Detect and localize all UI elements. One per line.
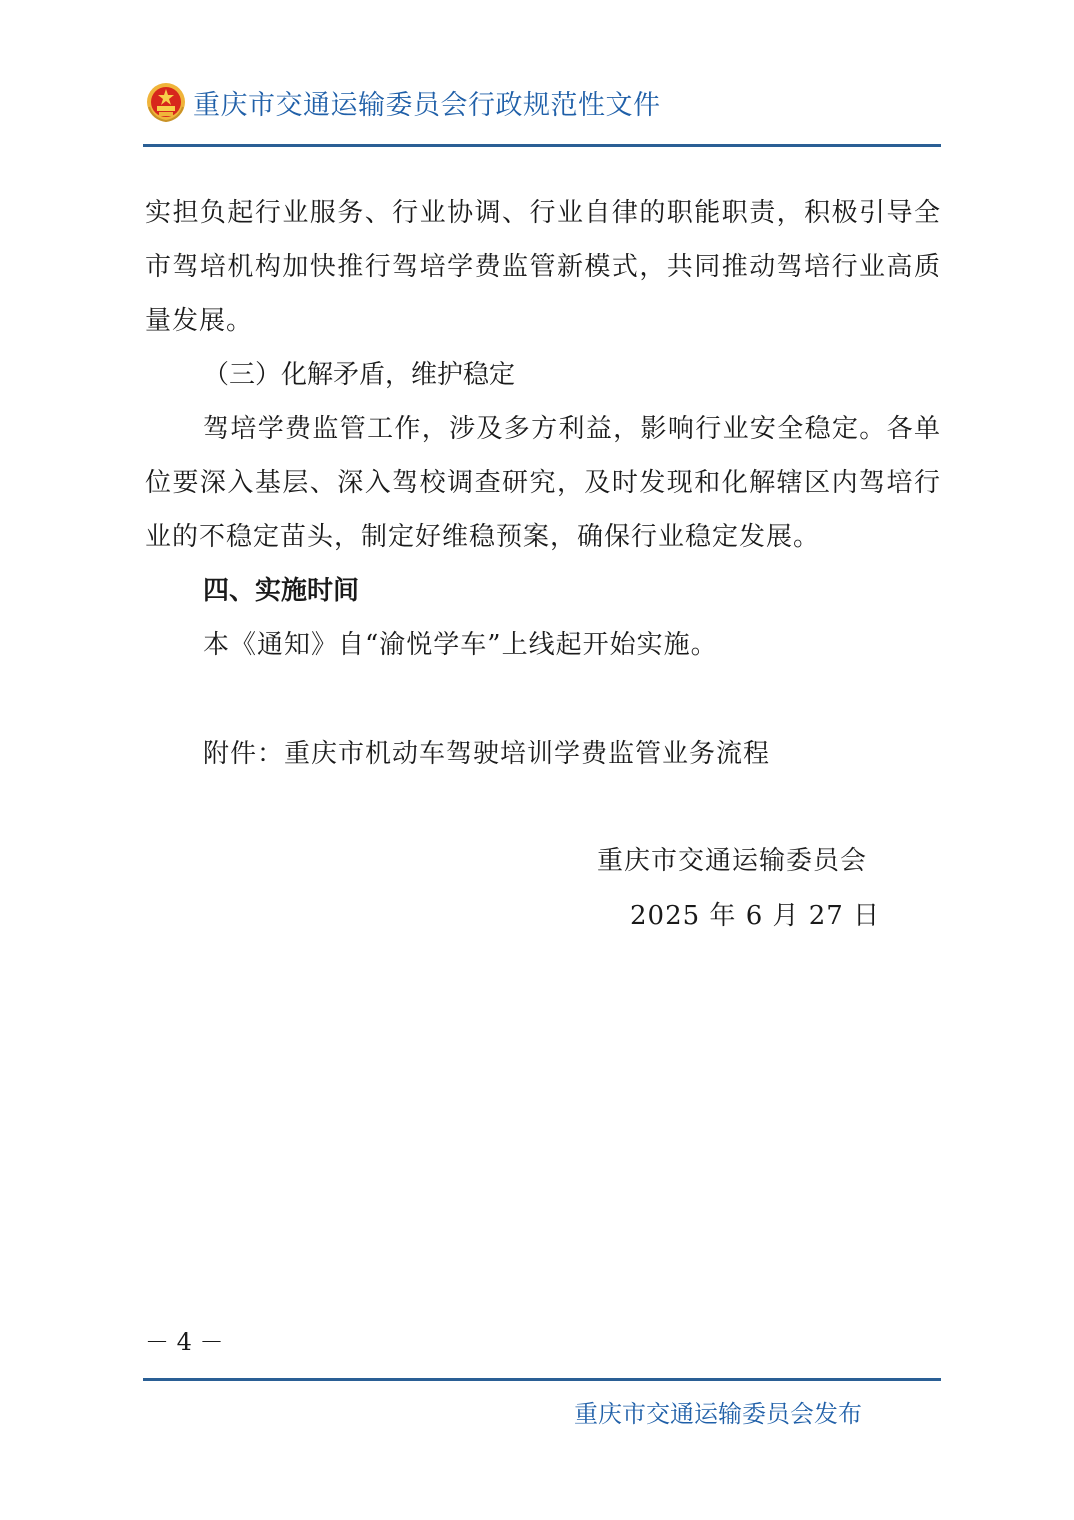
national-emblem-icon xyxy=(145,81,187,123)
document-body xyxy=(145,186,941,672)
attachment-note: 附件：重庆市机动车驾驶培训学费监管业务流程 xyxy=(203,739,771,769)
footer-publisher: 重庆市交通运输委员会发布 xyxy=(574,1400,862,1428)
page-number: － 4 － xyxy=(145,1328,224,1356)
footer-rule xyxy=(143,1378,941,1381)
header-title: 重庆市交通运输委员会行政规范性文件 xyxy=(193,89,661,121)
signature-date: 2025 年 6 月 27 日 xyxy=(630,901,881,931)
body-paragraph-3: 本《通知》自“渝悦学车”上线起开始实施。 xyxy=(203,630,718,660)
document-header xyxy=(145,78,661,126)
signature-organization: 重庆市交通运输委员会 xyxy=(597,846,868,876)
body-paragraph-1: 实担负起行业服务、行业协调、行业自律的职能职责，积极引导全市驾培机构加快推行驾培学费监管新模式，共同推动驾培行业高质量发展。 xyxy=(145,198,941,336)
body-paragraph-2: 驾培学费监管工作，涉及多方利益，影响行业安全稳定。各单位要深入基层、深入驾校调查研究，及时发现和化解辖区内驾培行业的不稳定苗头，制定好维稳预案，确保行业稳定发展。 xyxy=(145,414,941,552)
section-heading-4: 四、实施时间 xyxy=(203,576,360,606)
section-heading-3: （三）化解矛盾，维护稳定 xyxy=(203,360,516,390)
header-rule xyxy=(143,144,941,147)
